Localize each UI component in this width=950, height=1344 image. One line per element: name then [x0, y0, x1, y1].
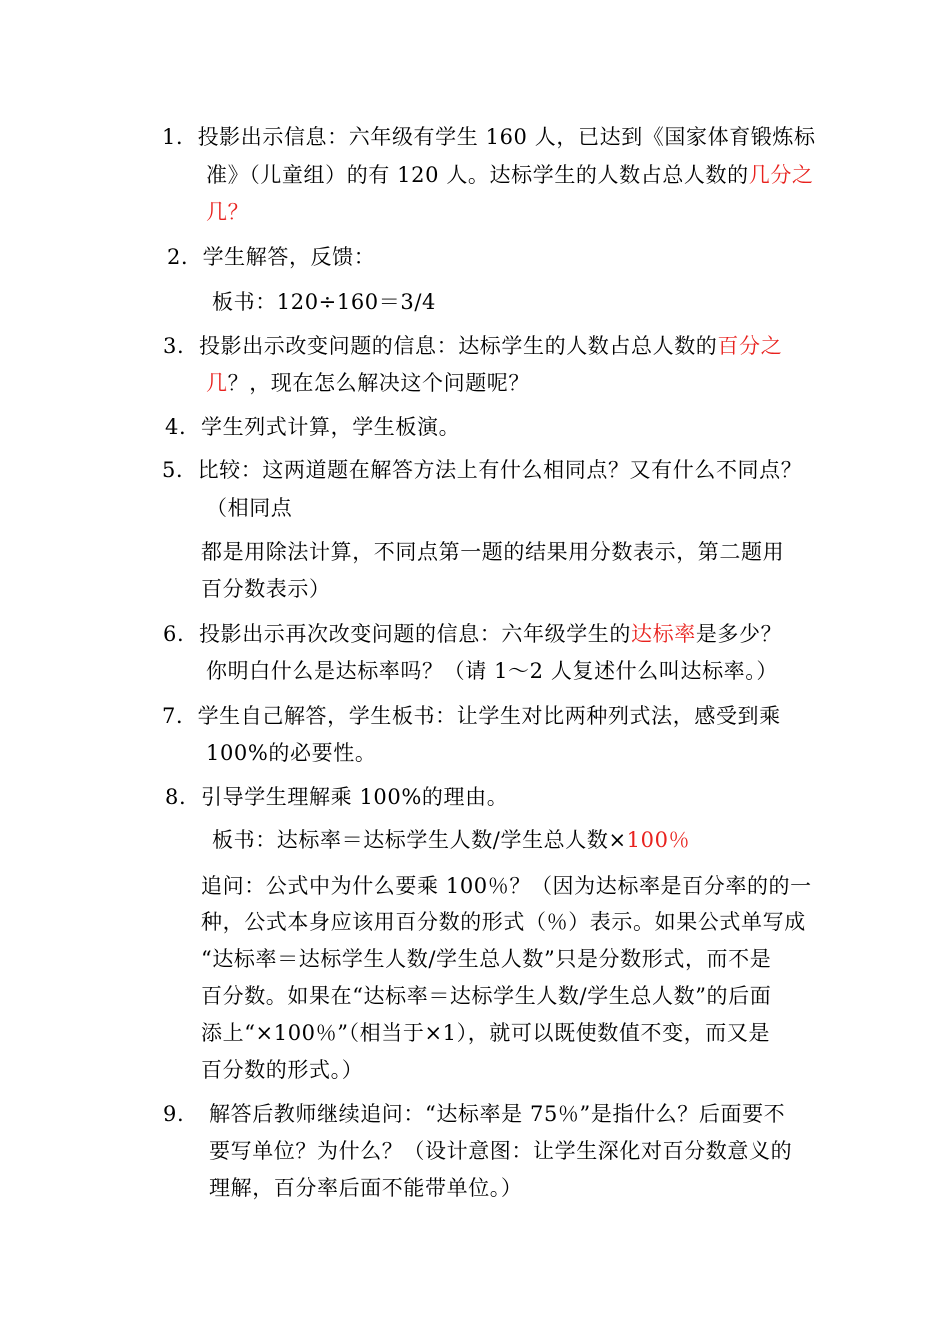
item-1-number: 1．	[162, 125, 198, 149]
item-6-line-1: 6. 投影出示再次改变问题的信息：六年级学生的达标率是多少？	[163, 622, 783, 646]
highlight-text: 几分之	[748, 163, 814, 187]
item-5-line-2: （相同点	[206, 496, 293, 520]
item-4-number: 4.	[165, 415, 187, 439]
item-8-line-5: “达标率＝达标学生人数/学生总人数”只是分数形式，而不是	[201, 947, 772, 971]
item-3-line-2: 几？，现在怎么解决这个问题呢？	[206, 371, 531, 395]
item-5-line-3: 都是用除法计算，不同点第一题的结果用分数表示，第二题用	[201, 540, 785, 564]
item-4-line-1: 4. 学生列式计算，学生板演。	[165, 415, 461, 439]
item-2-number: 2．	[167, 245, 203, 269]
item-5-line-1: 5．比较：这两道题在解答方法上有什么相同点？又有什么不同点？	[162, 458, 803, 482]
item-8-line-6: 百分数。如果在“达标率＝达标学生人数/学生总人数”的后面	[201, 984, 772, 1008]
item-5-line-4: 百分数表示）	[201, 577, 331, 601]
item-8-number: 8.	[165, 785, 187, 809]
item-9-line-3: 理解，百分率后面不能带单位。）	[209, 1176, 523, 1200]
item-1-line-2: 准》（儿童组）的有 120 人。达标学生的人数占总人数的几分之	[206, 163, 814, 187]
item-3-line-1: 3. 投影出示改变问题的信息：达标学生的人数占总人数的百分之	[163, 334, 783, 358]
item-9-line-1: 9. 解答后教师继续追问：“达标率是 75％”是指什么？后面要不	[163, 1102, 786, 1126]
item-6-line-2: 你明白什么是达标率吗？（请 1～2 人复述什么叫达标率。）	[206, 659, 778, 683]
item-8-board-note: 板书：达标率＝达标学生人数/学生总人数×100％	[212, 828, 691, 852]
item-2-board-note: 板书：120÷160＝3/4	[212, 290, 436, 314]
item-8-line-7: 添上“×100％”（相当于×1），就可以既使数值不变，而又是	[201, 1021, 771, 1045]
item-1-line-3	[206, 198, 249, 226]
highlight-text: 100％	[626, 828, 691, 852]
item-9-number: 9.	[163, 1102, 185, 1126]
item-3-number: 3.	[163, 334, 185, 358]
item-5-number: 5．	[162, 458, 198, 482]
highlight-text: 百分之	[717, 334, 783, 358]
highlight-text: 几	[206, 371, 228, 395]
item-8-line-8: 百分数的形式。）	[201, 1058, 364, 1082]
item-9-line-2: 要写单位？为什么？（设计意图：让学生深化对百分数意义的	[209, 1139, 793, 1163]
highlight-text: 几？	[206, 200, 250, 224]
highlight-text: 达标率	[631, 622, 696, 646]
item-6-number: 6.	[163, 622, 185, 646]
item-7-number: 7．	[162, 704, 198, 728]
item-7-line-2: 100%的必要性。	[206, 741, 377, 765]
item-2-line-1: 2．学生解答，反馈：	[167, 245, 376, 269]
item-8-line-4: 种，公式本身应该用百分数的形式（％）表示。如果公式单写成	[201, 910, 806, 934]
item-8-line-3: 追问：公式中为什么要乘 100％？（因为达标率是百分率的的一	[201, 874, 812, 898]
item-8-line-1: 8. 引导学生理解乘 100%的理由。	[165, 785, 509, 809]
item-7-line-1: 7．学生自己解答，学生板书：让学生对比两种列式法，感受到乘	[162, 704, 781, 728]
item-1-line-1: 1．投影出示信息：六年级有学生 160 人，已达到《国家体育锻炼标	[162, 125, 816, 149]
